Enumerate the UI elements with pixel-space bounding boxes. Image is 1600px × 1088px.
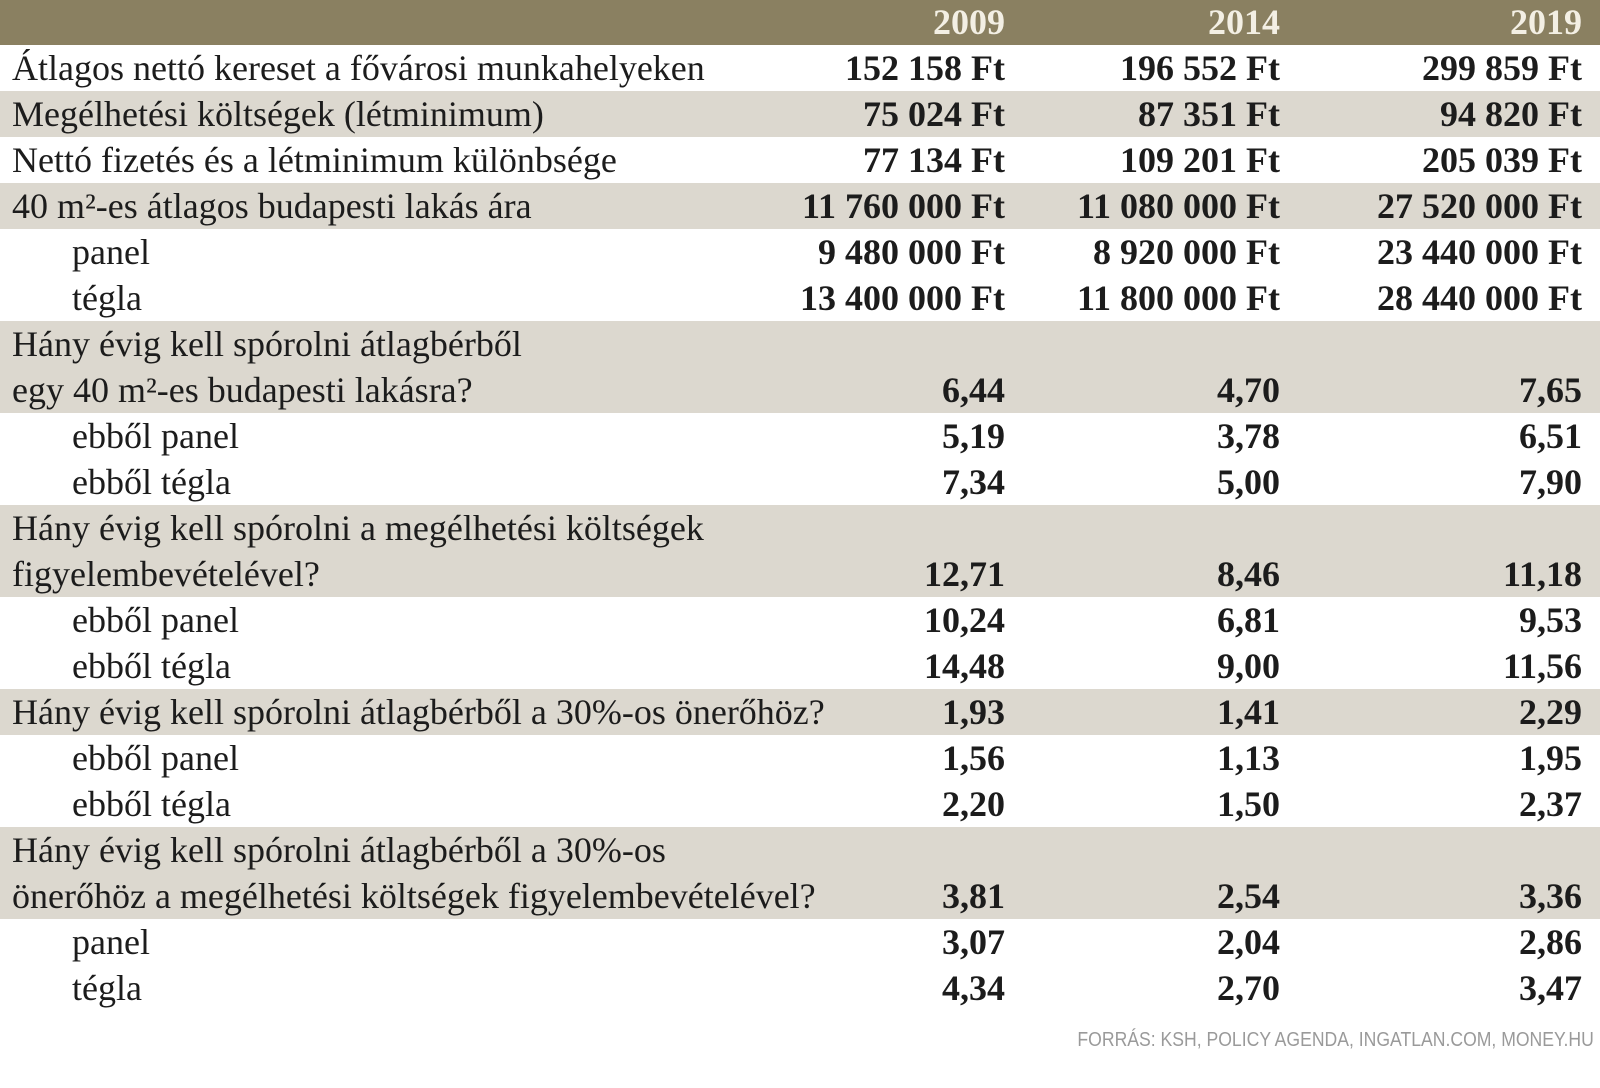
- table-row: [0, 735, 1600, 781]
- cell-value-2009: 77 134 Ft: [863, 140, 1005, 180]
- cell-value-2014: 8 920 000 Ft: [1093, 232, 1280, 272]
- cell-value-2014: 5,00: [1217, 462, 1280, 502]
- cell-value-2019: 2,29: [1519, 692, 1582, 732]
- cell-value-2014: 4,70: [1217, 370, 1280, 410]
- row-label: 40 m²-es átlagos budapesti lakás ára: [12, 186, 532, 226]
- table-row: [0, 137, 1600, 183]
- cell-value-2009: 4,34: [942, 968, 1005, 1008]
- cell-value-2019: 205 039 Ft: [1422, 140, 1582, 180]
- cell-value-2019: 9,53: [1519, 600, 1582, 640]
- cell-value-2009: 7,34: [942, 462, 1005, 502]
- table-row: [0, 413, 1600, 459]
- cell-value-2009: 5,19: [942, 416, 1005, 456]
- table-row: [0, 965, 1600, 1011]
- cell-value-2019: 6,51: [1519, 416, 1582, 456]
- row-label: panel: [72, 232, 150, 272]
- cell-value-2014: 1,50: [1217, 784, 1280, 824]
- row-label: Megélhetési költségek (létminimum): [12, 94, 544, 134]
- table-row: [0, 275, 1600, 321]
- cell-value-2019: 2,86: [1519, 922, 1582, 962]
- cell-value-2019: 3,36: [1519, 876, 1582, 916]
- source-note: FORRÁS: KSH, POLICY AGENDA, INGATLAN.COM, MONEY.HU: [1077, 1029, 1594, 1051]
- cell-value-2009: 14,48: [924, 646, 1005, 686]
- cell-value-2009: 1,56: [942, 738, 1005, 778]
- cell-value-2014: 6,81: [1217, 600, 1280, 640]
- table-row: [0, 321, 1600, 413]
- cell-value-2014: 196 552 Ft: [1120, 48, 1280, 88]
- cell-value-2009: 1,93: [942, 692, 1005, 732]
- table-row: [0, 183, 1600, 229]
- cell-value-2014: 2,54: [1217, 876, 1280, 916]
- cell-value-2019: 94 820 Ft: [1440, 94, 1582, 134]
- table-row: [0, 229, 1600, 275]
- cell-value-2019: 3,47: [1519, 968, 1582, 1008]
- row-label: ebből panel: [72, 416, 239, 456]
- cell-value-2019: 27 520 000 Ft: [1377, 186, 1582, 226]
- cell-value-2019: 2,37: [1519, 784, 1582, 824]
- cell-value-2019: 28 440 000 Ft: [1377, 278, 1582, 318]
- cell-value-2009: 2,20: [942, 784, 1005, 824]
- cell-value-2019: 7,65: [1519, 370, 1582, 410]
- row-label: Hány évig kell spórolni átlagbérből egy 40 m²-es budapesti lakásra?: [12, 324, 522, 410]
- row-label: ebből tégla: [72, 646, 231, 686]
- cell-value-2014: 11 080 000 Ft: [1077, 186, 1280, 226]
- table-row: [0, 919, 1600, 965]
- column-header-2009: 2009: [933, 2, 1005, 42]
- cell-value-2009: 3,81: [942, 876, 1005, 916]
- cell-value-2019: 11,56: [1502, 646, 1582, 686]
- cell-value-2014: 109 201 Ft: [1120, 140, 1280, 180]
- cell-value-2014: 3,78: [1217, 416, 1280, 456]
- cell-value-2019: 11,18: [1502, 554, 1582, 594]
- row-label: panel: [72, 922, 150, 962]
- table-row: [0, 643, 1600, 689]
- row-label: ebből tégla: [72, 462, 231, 502]
- row-label: ebből panel: [72, 600, 239, 640]
- cell-value-2014: 11 800 000 Ft: [1077, 278, 1280, 318]
- row-label: Nettó fizetés és a létminimum különbsége: [12, 140, 617, 180]
- cell-value-2014: 8,46: [1217, 554, 1280, 594]
- table-row: [0, 827, 1600, 919]
- cell-value-2009: 152 158 Ft: [845, 48, 1005, 88]
- table-row: [0, 45, 1600, 91]
- cell-value-2009: 10,24: [924, 600, 1005, 640]
- cell-value-2009: 13 400 000 Ft: [800, 278, 1005, 318]
- cell-value-2014: 1,13: [1217, 738, 1280, 778]
- table-row: [0, 505, 1600, 597]
- table-row: [0, 781, 1600, 827]
- cell-value-2014: 1,41: [1217, 692, 1280, 732]
- cell-value-2009: 12,71: [924, 554, 1005, 594]
- column-header-2019: 2019: [1510, 2, 1582, 42]
- cell-value-2009: 75 024 Ft: [863, 94, 1005, 134]
- cell-value-2014: 87 351 Ft: [1138, 94, 1280, 134]
- cell-value-2014: 2,70: [1217, 968, 1280, 1008]
- row-label: Átlagos nettó kereset a fővárosi munkahelyeken: [12, 48, 705, 88]
- table-row: [0, 597, 1600, 643]
- table-row: [0, 459, 1600, 505]
- row-label: tégla: [72, 968, 142, 1008]
- row-label: ebből tégla: [72, 784, 231, 824]
- row-label: Hány évig kell spórolni átlagbérből a 30%-os önerőhöz a megélhetési költségek figyelembevételével?: [12, 830, 816, 916]
- table-header-row: [0, 0, 1600, 45]
- cell-value-2019: 1,95: [1519, 738, 1582, 778]
- row-label: Hány évig kell spórolni a megélhetési költségek figyelembevételével?: [12, 508, 704, 594]
- cell-value-2009: 6,44: [942, 370, 1005, 410]
- row-label: Hány évig kell spórolni átlagbérből a 30%-os önerőhöz?: [12, 692, 825, 732]
- table-row: [0, 689, 1600, 735]
- cell-value-2009: 9 480 000 Ft: [818, 232, 1005, 272]
- cell-value-2019: 23 440 000 Ft: [1377, 232, 1582, 272]
- row-label: ebből panel: [72, 738, 239, 778]
- table-row: [0, 91, 1600, 137]
- column-header-2014: 2014: [1208, 2, 1280, 42]
- cell-value-2009: 11 760 000 Ft: [802, 186, 1005, 226]
- row-label: tégla: [72, 278, 142, 318]
- cell-value-2014: 2,04: [1217, 922, 1280, 962]
- cell-value-2009: 3,07: [942, 922, 1005, 962]
- cell-value-2014: 9,00: [1217, 646, 1280, 686]
- cell-value-2019: 299 859 Ft: [1422, 48, 1582, 88]
- cell-value-2019: 7,90: [1519, 462, 1582, 502]
